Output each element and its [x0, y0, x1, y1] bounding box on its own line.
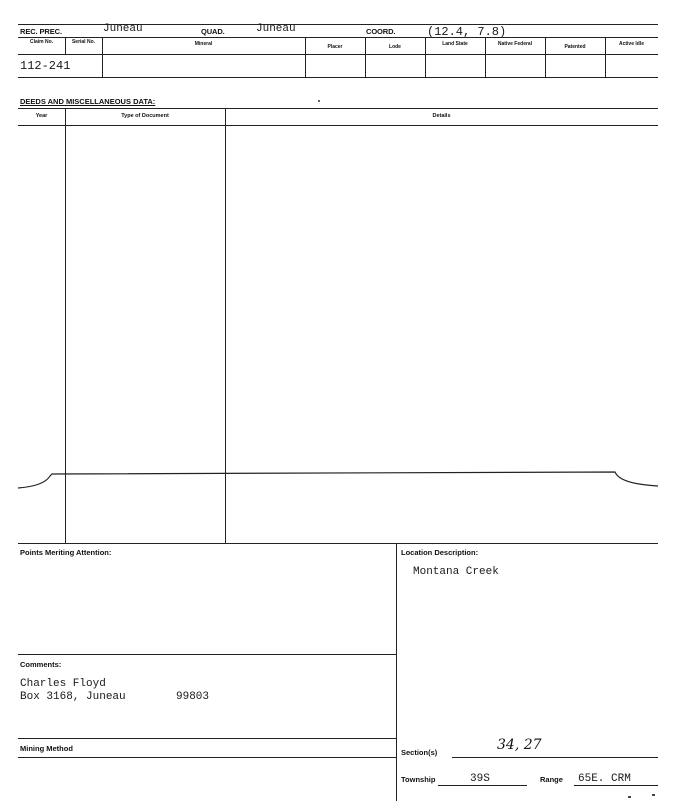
range-value: 65E. CRM [578, 773, 631, 785]
col-type-of-document: Type of Document [121, 113, 169, 119]
quad-value: Juneau [256, 23, 296, 35]
col-year: Year [35, 113, 48, 119]
col-mineral: Mineral [194, 41, 213, 47]
col-claim-no: Claim No. [29, 39, 54, 45]
col-active-idle: Active Idle [618, 41, 644, 47]
rec-prec-label: REC. PREC. [20, 27, 62, 36]
township-underline [438, 785, 527, 786]
comments-line-2: Box 3168, Juneau [20, 691, 126, 703]
lower-col-divider [396, 543, 397, 801]
speck-mark [652, 794, 655, 796]
col-native-federal: Native Federal [497, 41, 533, 47]
mining-method-label: Mining Method [20, 744, 73, 753]
claim-header-rule [18, 54, 658, 55]
col-placer: Placer [327, 44, 343, 50]
coord-label: COORD. [366, 27, 396, 36]
comments-line-1: Charles Floyd [20, 678, 106, 690]
location-label: Location Description: [401, 548, 479, 557]
col-lode: Lode [389, 44, 401, 50]
col-patented: Patented [564, 44, 586, 50]
col-details: Details [432, 113, 451, 119]
points-label: Points Meriting Attention: [20, 548, 112, 557]
section-value: 34, 27 [497, 737, 542, 753]
claim-col-divider [305, 37, 306, 77]
mining-top-rule [18, 738, 396, 739]
quad-label: QUAD. [201, 27, 225, 36]
page-fold-line [0, 464, 678, 494]
deeds-bottom-rule [18, 543, 658, 544]
deeds-header-rule [18, 125, 658, 126]
township-value: 39S [470, 773, 490, 785]
comments-label: Comments: [20, 660, 62, 669]
comments-top-rule [18, 654, 396, 655]
range-underline [574, 785, 658, 786]
claim-col-divider [545, 37, 546, 77]
range-label: Range [540, 775, 563, 784]
comments-zip: 99803 [176, 691, 210, 703]
coord-value: (12.4, 7.8) [427, 25, 507, 39]
claim-number-value: 112-241 [20, 59, 71, 73]
deeds-top-rule [18, 108, 658, 109]
section-label: Section(s) [401, 748, 438, 757]
location-value: Montana Creek [413, 566, 499, 578]
speck-mark [628, 796, 631, 798]
mining-bottom-rule [18, 757, 396, 758]
township-label: Township [401, 775, 436, 784]
claim-col-divider [365, 37, 366, 77]
section-underline [452, 757, 658, 758]
deeds-title: DEEDS AND MISCELLANEOUS DATA: [20, 97, 156, 106]
claim-table-bottom-rule [18, 77, 658, 78]
claim-table-top-rule [18, 37, 658, 38]
col-land-state: Land State [442, 41, 468, 47]
rec-prec-value: Juneau [103, 23, 143, 35]
col-serial-no: Serial No. [71, 39, 96, 45]
speck-mark [318, 100, 320, 102]
